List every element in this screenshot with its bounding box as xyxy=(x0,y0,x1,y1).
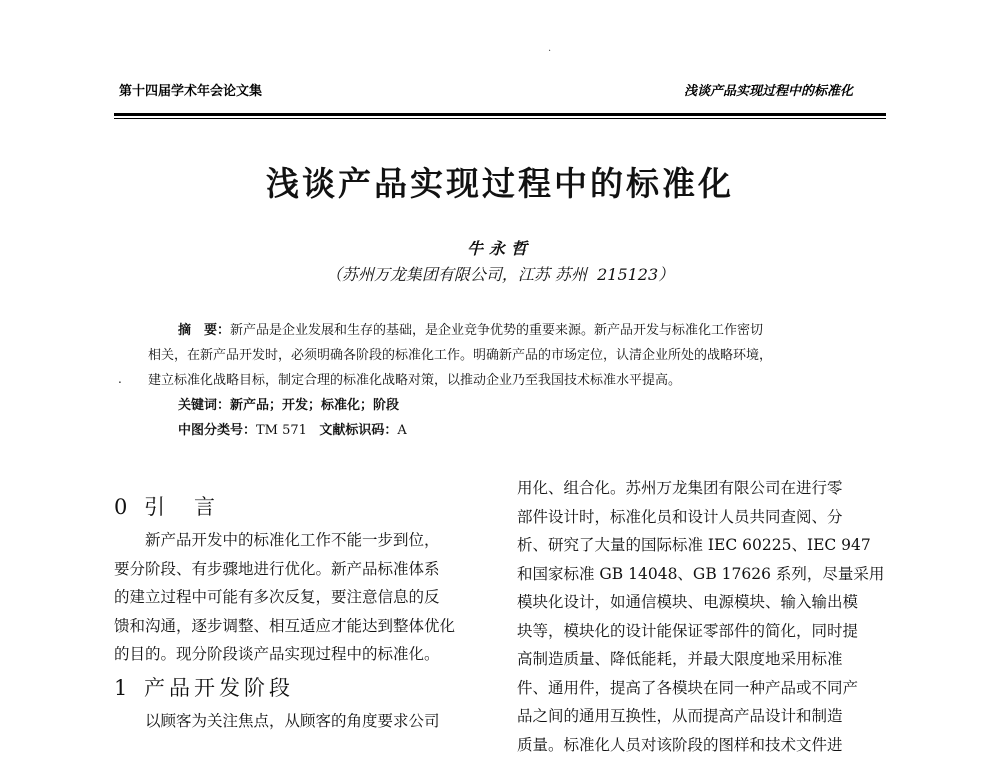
left-column xyxy=(114,488,486,735)
scan-dot: · xyxy=(548,46,552,57)
doc-code-label: 文献标识码： xyxy=(319,423,398,438)
abstract-label: 摘 要： xyxy=(178,323,231,338)
keywords-label: 关键词： xyxy=(178,398,231,413)
header-rule xyxy=(114,113,886,116)
section-number: 1 xyxy=(114,675,132,700)
clc-label: 中图分类号： xyxy=(178,423,257,438)
paragraph-line: 和国家标准 GB 14048、GB 17626 系列，尽量采用 xyxy=(517,564,885,583)
abstract-line-3: 建立标准化战略目标，制定合理的标准化战略对策，以推动企业乃至我国技术标准水平提高。 xyxy=(148,373,682,388)
paragraph-line: 要分阶段、有步骤地进行优化。新产品标准体系 xyxy=(114,559,440,578)
paragraph-line: 新产品开发中的标准化工作不能一步到位， xyxy=(145,531,440,549)
journal-name: 第十四届学术年会论文集 xyxy=(119,84,263,99)
right-column xyxy=(517,474,889,759)
section-heading-0 xyxy=(114,488,486,526)
doc-code-value: A xyxy=(397,423,407,438)
abstract-text: 新产品是企业发展和生存的基础，是企业竞争优势的重要来源。新产品开发与标准化工作密切 xyxy=(230,323,764,338)
paragraph-line: 模块化设计，如通信模块、电源模块、输入输出模 xyxy=(517,593,859,611)
section-title: 产品开发阶段 xyxy=(144,675,294,700)
abstract-line-1 xyxy=(148,318,868,343)
paragraph-line: 析、研究了大量的国际标准 IEC 60225、IEC 947 xyxy=(517,536,871,554)
paragraph-line: 高制造质量、降低能耗，并最大限度地采用标准 xyxy=(517,650,843,668)
paragraph-line: 以顾客为关注焦点，从顾客的角度要求公司 xyxy=(145,711,440,730)
paragraph-line: 的建立过程中可能有多次反复，要注意信息的反 xyxy=(114,588,440,606)
section-heading-1 xyxy=(114,669,486,707)
paragraph-line: 的目的。现分阶段谈产品实现过程中的标准化。 xyxy=(114,645,440,663)
paragraph-line: 用化、组合化。苏州万龙集团有限公司在进行零 xyxy=(517,479,843,497)
abstract-block xyxy=(148,318,868,443)
paragraph-line: 件、通用件，提高了各模块在同一种产品或不同产 xyxy=(517,678,859,697)
section-number: 0 xyxy=(114,495,132,519)
classification-line xyxy=(148,418,868,443)
keywords-value: 新产品；开发；标准化；阶段 xyxy=(230,398,400,413)
author-name: 牛永哲 xyxy=(466,239,533,258)
clc-value: TM 571 xyxy=(256,423,307,438)
keywords-line xyxy=(148,393,868,418)
paragraph-line: 块等，模块化的设计能保证零部件的简化，同时提 xyxy=(517,621,859,640)
paragraph-line: 部件设计时，标准化员和设计人员共同查阅、分 xyxy=(517,507,843,526)
paper-title: 浅谈产品实现过程中的标准化 xyxy=(266,164,734,203)
margin-mark: . xyxy=(118,372,122,386)
section-title: 引 言 xyxy=(144,495,219,519)
running-title: 浅谈产品实现过程中的标准化 xyxy=(684,84,854,99)
abstract-line-2: 相关，在新产品开发时，必须明确各阶段的标准化工作。明确新产品的市场定位，认清企业所处的战略环境， xyxy=(148,348,773,363)
paragraph-line: 品之间的通用互换性，从而提高产品设计和制造 xyxy=(517,707,843,725)
paragraph-line: 质量。标准化人员对该阶段的图样和技术文件进 xyxy=(517,735,843,754)
author-affiliation: （苏州万龙集团有限公司，江苏 苏州 215123） xyxy=(325,265,675,284)
paragraph-line: 馈和沟通，逐步调整、相互适应才能达到整体优化 xyxy=(114,616,456,635)
